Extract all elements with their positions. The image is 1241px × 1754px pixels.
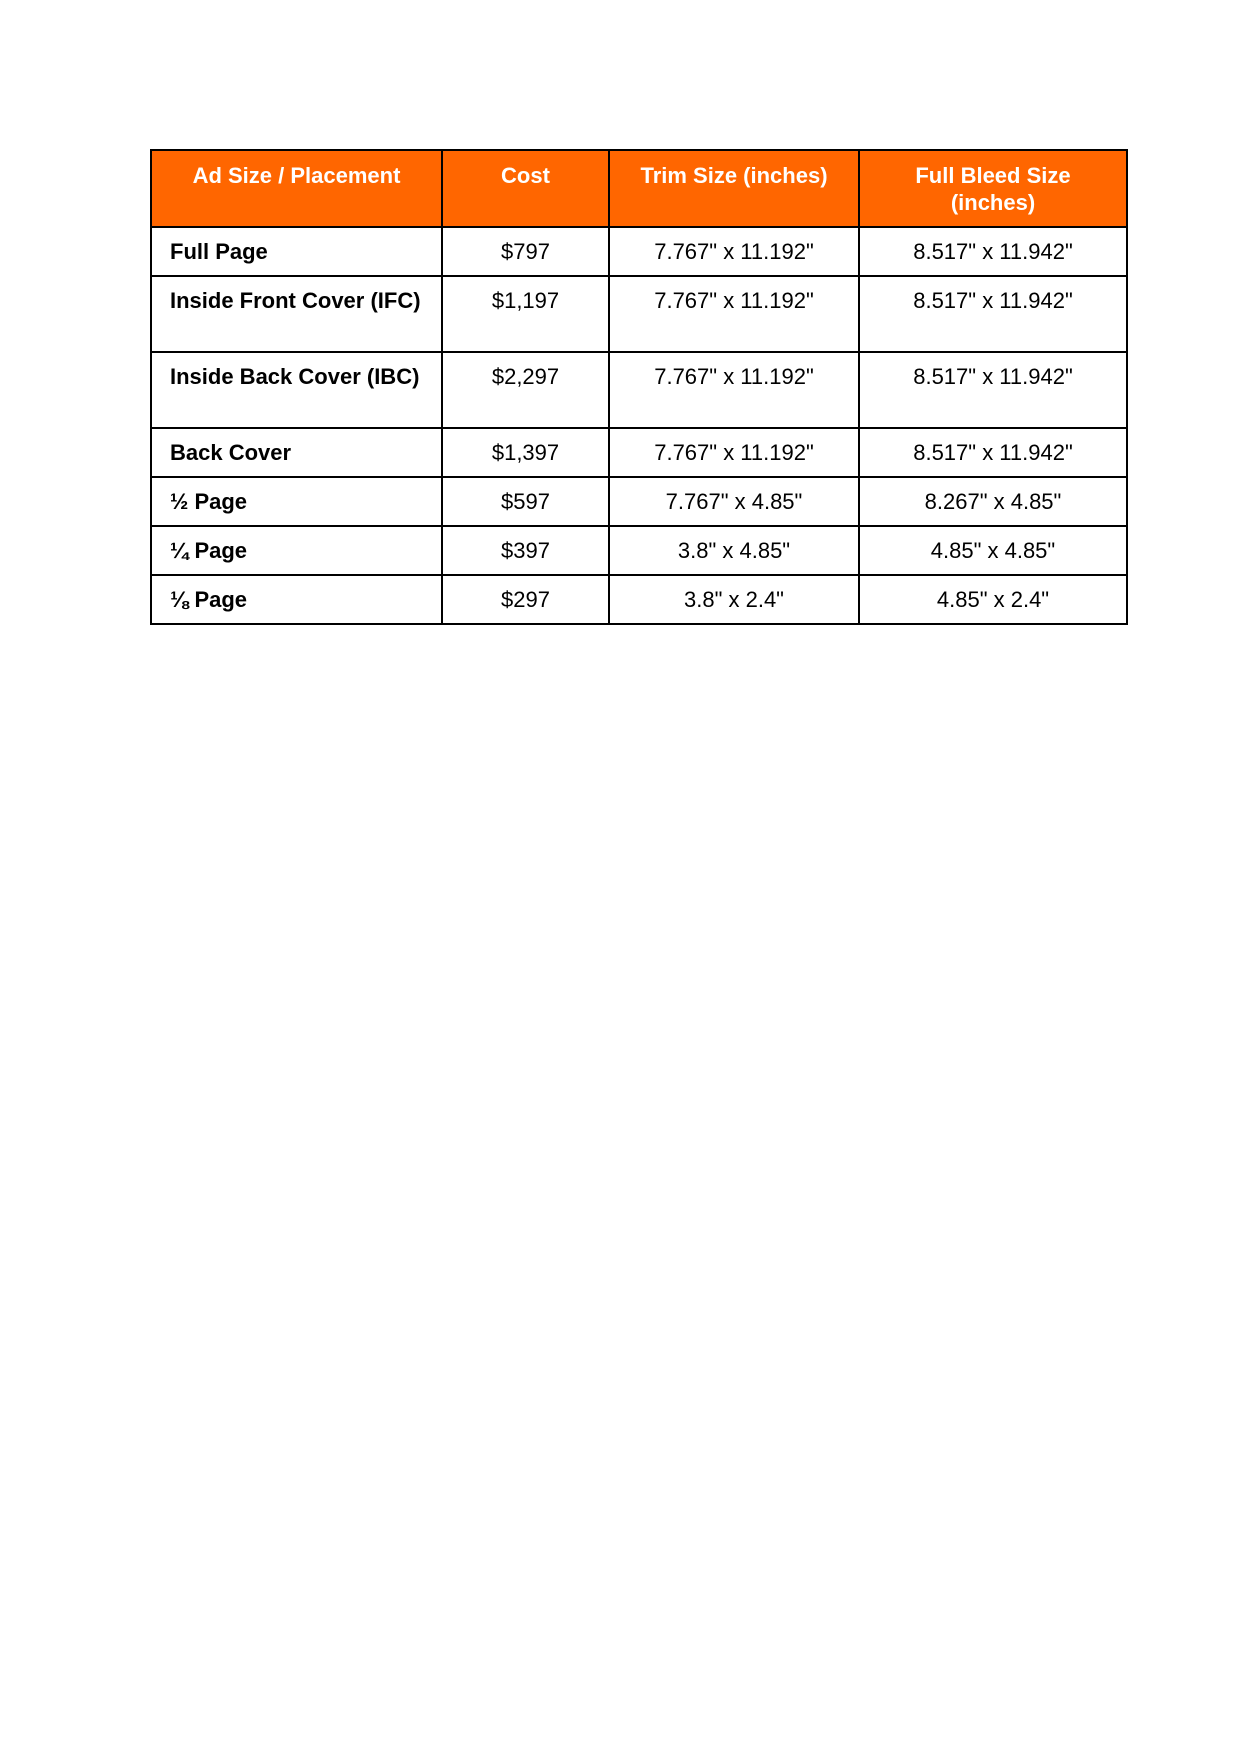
table-row bbox=[151, 227, 1127, 276]
trim-size-cell: 7.767" x 11.192" bbox=[609, 428, 859, 477]
trim-size-cell: 7.767" x 11.192" bbox=[609, 276, 859, 352]
placement-cell: ¼ Page bbox=[151, 526, 442, 575]
trim-size-cell: 3.8" x 2.4" bbox=[609, 575, 859, 624]
cost-cell: $597 bbox=[442, 477, 609, 526]
cost-cell: $1,397 bbox=[442, 428, 609, 477]
table-row bbox=[151, 477, 1127, 526]
header-trim-size: Trim Size (inches) bbox=[609, 150, 859, 227]
placement-cell: Full Page bbox=[151, 227, 442, 276]
table-row bbox=[151, 352, 1127, 428]
bleed-size-cell: 8.517" x 11.942" bbox=[859, 428, 1127, 477]
placement-cell: Inside Back Cover (IBC) bbox=[151, 352, 442, 428]
bleed-size-cell: 8.517" x 11.942" bbox=[859, 227, 1127, 276]
trim-size-cell: 3.8" x 4.85" bbox=[609, 526, 859, 575]
bleed-size-cell: 8.267" x 4.85" bbox=[859, 477, 1127, 526]
cost-cell: $397 bbox=[442, 526, 609, 575]
table-row bbox=[151, 575, 1127, 624]
cost-cell: $297 bbox=[442, 575, 609, 624]
placement-cell: ½ Page bbox=[151, 477, 442, 526]
trim-size-cell: 7.767" x 4.85" bbox=[609, 477, 859, 526]
table-header-row bbox=[151, 150, 1127, 227]
cost-cell: $797 bbox=[442, 227, 609, 276]
table-row bbox=[151, 276, 1127, 352]
bleed-size-cell: 8.517" x 11.942" bbox=[859, 276, 1127, 352]
placement-cell: Back Cover bbox=[151, 428, 442, 477]
header-cost: Cost bbox=[442, 150, 609, 227]
trim-size-cell: 7.767" x 11.192" bbox=[609, 352, 859, 428]
placement-cell: Inside Front Cover (IFC) bbox=[151, 276, 442, 352]
ad-rates-table bbox=[150, 149, 1128, 625]
trim-size-cell: 7.767" x 11.192" bbox=[609, 227, 859, 276]
cost-cell: $1,197 bbox=[442, 276, 609, 352]
bleed-size-cell: 4.85" x 2.4" bbox=[859, 575, 1127, 624]
header-full-bleed-size: Full Bleed Size (inches) bbox=[859, 150, 1127, 227]
bleed-size-cell: 4.85" x 4.85" bbox=[859, 526, 1127, 575]
cost-cell: $2,297 bbox=[442, 352, 609, 428]
header-ad-size-placement: Ad Size / Placement bbox=[151, 150, 442, 227]
bleed-size-cell: 8.517" x 11.942" bbox=[859, 352, 1127, 428]
table-row bbox=[151, 526, 1127, 575]
table-row bbox=[151, 428, 1127, 477]
placement-cell: ⅛ Page bbox=[151, 575, 442, 624]
